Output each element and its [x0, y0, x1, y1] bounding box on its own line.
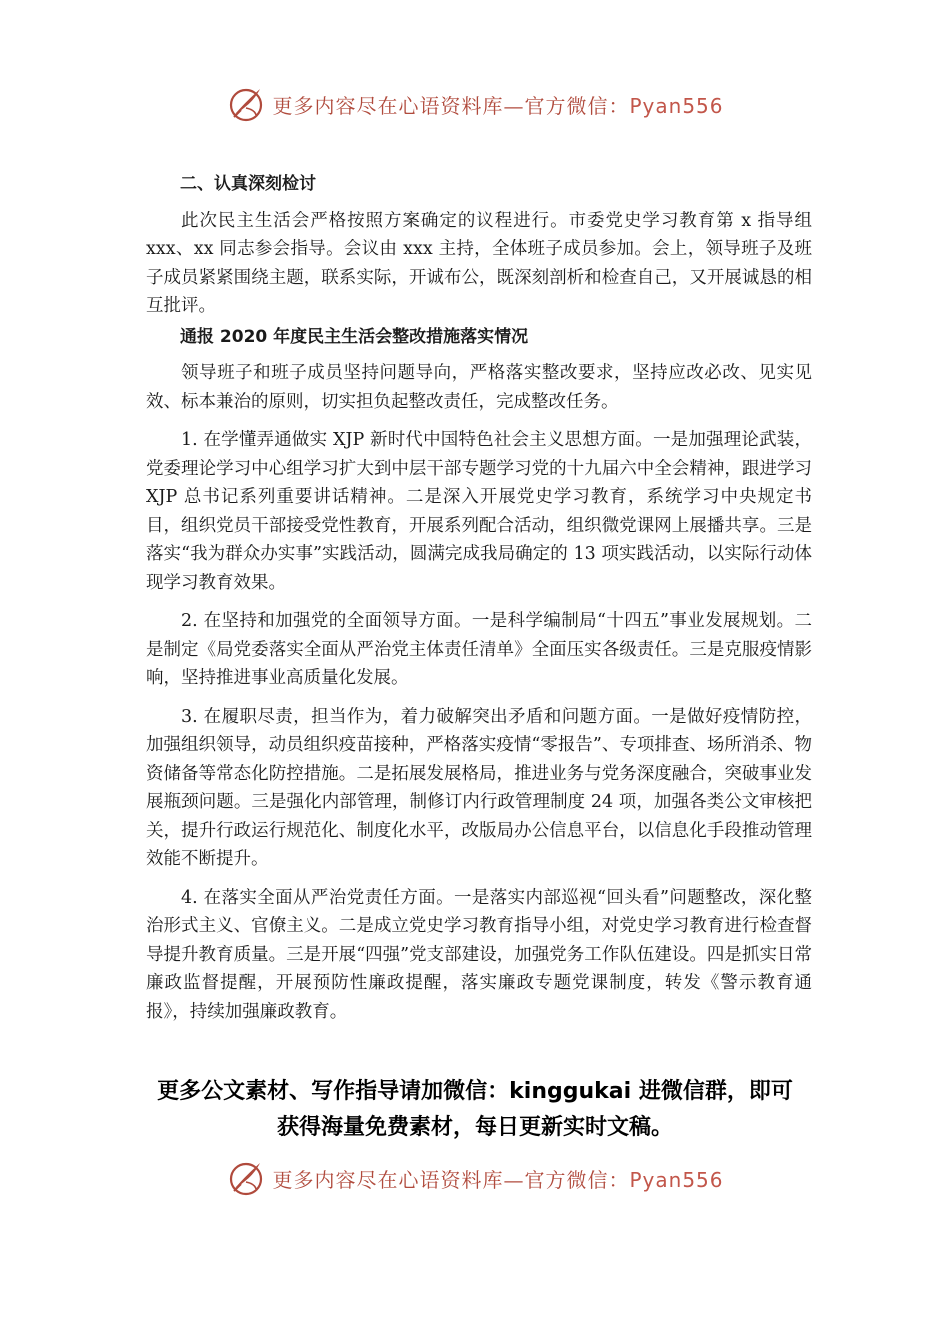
promo-notice	[100, 1074, 850, 1146]
watermark-handle: Pyan556	[629, 1167, 724, 1192]
watermark-handle: Pyan556	[629, 93, 724, 118]
document-body	[146, 168, 812, 1026]
list-item-1: 1. 在学懂弄通做实 XJP 新时代中国特色社会主义思想方面。一是加强理论武装，党委理论学习中心组学习扩大到中层干部专题学习党的十九届六中全会精神，跟进学习 XJP 总书记系列重要讲话精神。二是深入开展党史学习教育，系统学习中央规定书目，组织党员干部接受党性教育，开展系列配合活动，组织微党课网上展播共享。三是落实“我为群众办实事”实践活动，圆满完成我局确定的 13 项实践活动，以实际行动体现学习教育效果。	[146, 430, 812, 593]
watermark-text	[272, 1164, 723, 1193]
subheading: 通报 2020 年度民主生活会整改措施落实情况	[180, 326, 529, 347]
list-item-2: 2. 在坚持和加强党的全面领导方面。一是科学编制局“十四五”事业发展规划。二是制定《局党委落实全面从严治党主体责任清单》全面压实各级责任。三是克服疫情影响，坚持推进事业高质量化发展。	[146, 611, 812, 688]
promo-line-2: 获得海量免费素材，每日更新实时文稿。	[276, 1115, 673, 1140]
quill-logo-icon	[226, 1158, 266, 1198]
summary-paragraph: 领导班子和班子成员坚持问题导向，严格落实整改要求，坚持应改必改、见实见效、标本兼治的原则，切实担负起整改责任，完成整改任务。	[146, 363, 812, 412]
promo-line-1: 更多公文素材、写作指导请加微信：kinggukai 进微信群，即可	[157, 1079, 793, 1104]
section-heading: 二、认真深刻检讨	[180, 174, 316, 194]
watermark-title: 更多内容尽在心语资料库—官方微信：	[272, 93, 630, 118]
list-item-3: 3. 在履职尽责，担当作为，着力破解突出矛盾和问题方面。一是做好疫情防控，加强组织领导，动员组织疫苗接种，严格落实疫情“零报告”、专项排查、场所消杀、物资储备等常态化防控措施。二是拓展发展格局，推进业务与党务深度融合，突破事业发展瓶颈问题。三是强化内部管理，制修订内行政管理制度 24 项，加强各类公文审核把关，提升行政运行规范化、制度化水平，改版局办公信息平台，以信息化手段推动管理效能不断提升。	[146, 706, 812, 869]
watermark-footer	[0, 1156, 950, 1200]
watermark-text	[272, 90, 723, 119]
watermark-header	[0, 82, 950, 126]
list-item-4: 4. 在落实全面从严治党责任方面。一是落实内部巡视“回头看”问题整改，深化整治形式主义、官僚主义。二是成立党史学习教育指导小组，对党史学习教育进行检查督导提升教育质量。三是开展“四强”党支部建设，加强党务工作队伍建设。四是抓实日常廉政监督提醒，开展预防性廉政提醒，落实廉政专题党课制度，转发《警示教育通报》，持续加强廉政教育。	[146, 887, 812, 1022]
intro-paragraph: 此次民主生活会严格按照方案确定的议程进行。市委党史学习教育第 x 指导组 xxx、xx 同志参会指导。会议由 xxx 主持，全体班子成员参加。会上，领导班子及班子成员紧紧围绕主题，联系实际，开诚布公，既深刻剖析和检查自己，又开展诚恳的相互批评。	[146, 210, 812, 316]
watermark-title: 更多内容尽在心语资料库—官方微信：	[272, 1167, 630, 1192]
quill-logo-icon	[226, 84, 266, 124]
